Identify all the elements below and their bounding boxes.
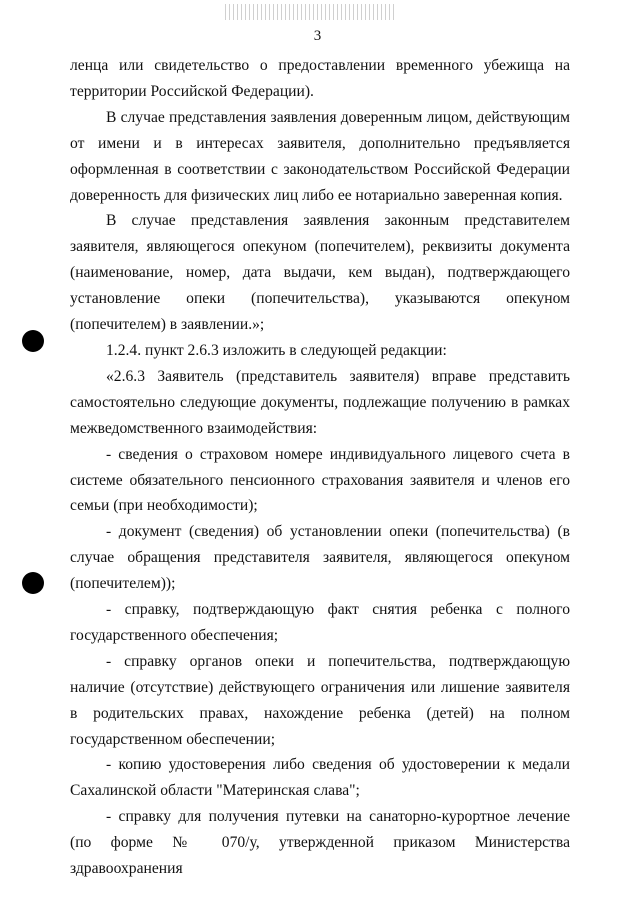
scan-artifact xyxy=(225,4,395,20)
list-item: - справку для получения путевки на санаторно-курортное лечение (по форме № 070/у, утвержденной приказом Министерства здравоохранения xyxy=(70,808,570,878)
list-item: - справку органов опеки и попечительства, подтверждающую наличие (отсутствие) действующего ограничения или лишение заявителя в родительских правах, нахождение ребенка (детей) на полном государственном обеспечении; xyxy=(70,652,570,748)
paragraph: В случае представления заявления доверенным лицом, действующим от имени и в интересах заявителя, дополнительно предъявляется оформленная в соответствии с законодательством Российской Федерации доверенность для физических лиц либо ее нотариально заверенная копия. xyxy=(70,108,570,204)
punch-hole-mark xyxy=(22,330,44,352)
document-body xyxy=(70,53,570,882)
paragraph: ленца или свидетельство о предоставлении временного убежища на территории Российской Федерации). xyxy=(70,57,570,100)
list-item: - копию удостоверения либо сведения об удостоверении к медали Сахалинской области "Материнская слава"; xyxy=(70,756,570,800)
paragraph: В случае представления заявления законным представителем заявителя, являющегося опекуном (попечителем), реквизиты документа (наименование, номер, дата выдачи, кем выдан), подтверждающего установление опеки (попечительства), указываются опекуном (попечителем) в заявлении.»; xyxy=(70,212,570,334)
list-item: - справку, подтверждающую факт снятия ребенка с полного государственного обеспечения; xyxy=(70,601,570,644)
punch-hole-mark xyxy=(22,572,44,594)
paragraph: «2.6.3 Заявитель (представитель заявителя) вправе представить самостоятельно следующие документы, подлежащие получению в рамках межведомственного взаимодействия: xyxy=(70,367,570,437)
list-item: - сведения о страховом номере индивидуального лицевого счета в системе обязательного пенсионного страхования заявителя и членов его семьи (при необходимости); xyxy=(70,445,570,515)
list-item: - документ (сведения) об установлении опеки (попечительства) (в случае обращения представителя заявителя, являющегося опекуном (попечителем)); xyxy=(70,523,570,593)
paragraph: 1.2.4. пункт 2.6.3 изложить в следующей редакции: xyxy=(106,341,447,359)
page-number: 3 xyxy=(313,28,322,44)
